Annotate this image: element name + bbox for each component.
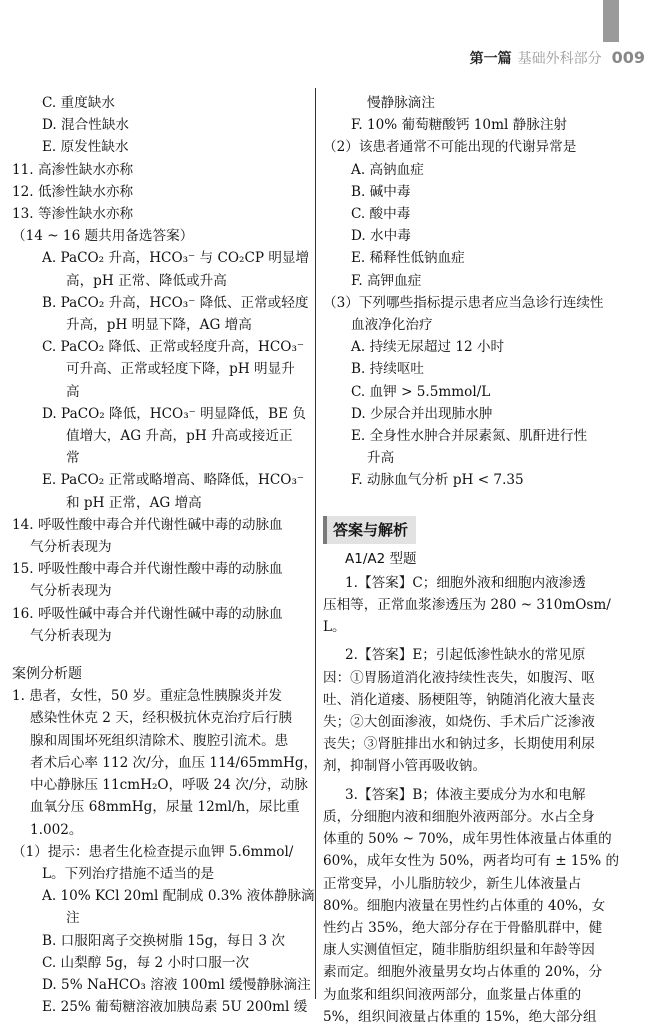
answer-line: 正常变异，小儿脂肪较少，新生儿体液量占 <box>323 875 582 892</box>
text-line: 者术后心率 112 次/分，血压 114/65mmHg， <box>30 754 318 771</box>
answers-list <box>323 572 623 1028</box>
answer-line: 康人实测值恒定，随非脂肪组织量和年龄等因 <box>323 942 595 959</box>
text-line: D. PaCO₂ 降低，HCO₃⁻ 明显降低，BE 负 <box>42 405 306 422</box>
text-line: B. PaCO₂ 升高，HCO₃⁻ 降低、正常或轻度 <box>42 294 309 311</box>
text-line: L。下列治疗措施不适当的是 <box>42 865 215 882</box>
answers-subtitle: A1/A2 型题 <box>345 550 417 567</box>
text-line: A. 高钠血症 <box>351 161 424 178</box>
text-line: （14 ~ 16 题共用备选答案） <box>12 228 194 245</box>
answer-line: 60%，成年女性为 50%，两者均可有 ± 15% 的 <box>323 853 620 870</box>
text-line: （1）提示：患者生化检查提示血钾 5.6mmol/ <box>12 843 294 860</box>
answer-line: 吐、消化道瘘、肠梗阻等，钠随消化液大量丧 <box>323 691 595 708</box>
text-line: 血液净化治疗 <box>351 317 433 334</box>
text-line: C. 重度缺水 <box>42 95 115 111</box>
answer-line: 剂，抑制肾小管再吸收钠。 <box>323 758 487 775</box>
page-tab-marker <box>603 0 619 42</box>
text-line: （2）该患者通常不可能出现的代谢异常是 <box>323 139 577 156</box>
text-line: D. 5% NaHCO₃ 溶液 100ml 缓慢静脉滴注 <box>42 976 311 993</box>
answer-line: 素而定。细胞外液量男女均占体重的 20%，分 <box>323 964 603 981</box>
text-line: 感染性休克 2 天，经积极抗休克治疗后行胰 <box>30 710 292 727</box>
answer-item <box>323 572 623 639</box>
text-line: B. 口服阳离子交换树脂 15g，每日 3 次 <box>42 932 285 949</box>
answer-line: L。 <box>323 619 346 636</box>
text-line: 高，pH 正常、降低或升高 <box>66 272 227 289</box>
section-title: 基础外科部分 <box>517 51 602 67</box>
text-line: D. 水中毒 <box>351 228 411 245</box>
text-line: F. 动脉血气分析 pH < 7.35 <box>351 472 524 489</box>
text-line: A. PaCO₂ 升高，HCO₃⁻ 与 CO₂CP 明显增 <box>42 250 310 267</box>
answer-line: 体重的 50% ~ 70%，成年男性体液量占体重的 <box>323 831 612 848</box>
right-column <box>323 92 623 1034</box>
answer-line: 1.【答案】C；细胞外液和细胞内液渗透 <box>345 574 586 591</box>
answer-line: 80%。细胞内液量在男性约占体重的 40%，女 <box>323 897 606 914</box>
text-line: 慢静脉滴注 <box>367 95 435 111</box>
text-line: 15. 呼吸性酸中毒合并代谢性酸中毒的动脉血 <box>12 561 283 578</box>
text-line: 气分析表现为 <box>30 627 112 644</box>
text-line: （3）下列哪些指标提示患者应当急诊行连续性 <box>323 294 604 311</box>
answer-line: 因：①胃肠道消化液持续性丧失，如腹泻、呕 <box>323 669 595 686</box>
answer-line: 2.【答案】E；引起低渗性缺水的常见原 <box>345 647 586 664</box>
text-line: 升高，pH 明显下降，AG 增高 <box>66 317 252 334</box>
text-line: 13. 等渗性缺水亦称 <box>12 206 134 223</box>
text-line: 高 <box>66 383 80 400</box>
part-title: 第一篇 <box>469 51 512 67</box>
text-line: F. 高钾血症 <box>351 272 422 289</box>
text-line: 11. 高渗性缺水亦称 <box>12 161 134 178</box>
text-line: F. 10% 葡萄糖酸钙 10ml 静脉注射 <box>351 117 568 134</box>
text-line: C. 酸中毒 <box>351 206 411 223</box>
text-line: 16. 呼吸性碱中毒合并代谢性碱中毒的动脉血 <box>12 605 283 622</box>
text-line: 腺和周围坏死组织清除术、腹腔引流术。患 <box>30 732 289 749</box>
text-line: A. 持续无尿超过 12 小时 <box>351 339 505 356</box>
page-number: 009 <box>611 48 645 67</box>
text-line: 和 pH 正常，AG 增高 <box>66 494 202 511</box>
answer-line: 质，分细胞内液和细胞外液两部分。水占全身 <box>323 808 595 825</box>
text-line: B. 持续呕吐 <box>351 361 425 378</box>
text-line: 注 <box>66 910 80 927</box>
text-line: 气分析表现为 <box>30 583 112 600</box>
text-line: 常 <box>66 450 80 467</box>
text-line: 气分析表现为 <box>30 539 112 556</box>
answer-line: 为血浆和组织间液两部分，血浆量占体重的 <box>323 986 582 1003</box>
text-line: C. 血钾 > 5.5mmol/L <box>351 383 491 400</box>
text-line: 1.002。 <box>30 821 83 838</box>
section-title-case-analysis: 案例分析题 <box>12 666 82 683</box>
answer-line: 性约占 35%，绝大部分存在于骨骼肌群中，健 <box>323 919 603 936</box>
answer-line: 5%，组织间液量占体重的 15%，绝大部分组 <box>323 1008 597 1025</box>
text-line: C. 山梨醇 5g，每 2 小时口服一次 <box>42 954 250 971</box>
text-line: 可升高、正常或轻度下降，pH 明显升 <box>66 361 295 378</box>
answer-item <box>323 644 623 777</box>
text-line: 1. 患者，女性，50 岁。重症急性胰腺炎并发 <box>12 688 283 705</box>
running-header <box>470 48 645 68</box>
answer-line: 失；②大创面渗液，如烧伤、手术后广泛渗液 <box>323 714 595 731</box>
text-line: 14. 呼吸性酸中毒合并代谢性碱中毒的动脉血 <box>12 516 283 533</box>
text-line: E. 全身性水肿合并尿素氮、肌酐进行性 <box>351 428 588 445</box>
text-line <box>12 647 310 661</box>
text-line: E. 稀释性低钠血症 <box>351 250 465 267</box>
answer-line: 丧失；③肾脏排出水和钠过多，长期使用利尿 <box>323 736 595 753</box>
answer-line: 3.【答案】B；体液主要成分为水和电解 <box>345 786 586 803</box>
text-line: B. 碱中毒 <box>351 183 411 200</box>
text-line: D. 混合性缺水 <box>42 117 130 134</box>
text-line: E. PaCO₂ 正常或略增高、略降低，HCO₃⁻ <box>42 472 305 489</box>
answers-section-header: 答案与解析 <box>323 516 416 544</box>
text-line: C. PaCO₂ 降低、正常或轻度升高，HCO₃⁻ <box>42 339 305 356</box>
text-line: 血氧分压 68mmHg，尿量 12ml/h，尿比重 <box>30 799 300 816</box>
text-line: A. 10% KCl 20ml 配制成 0.3% 液体静脉滴 <box>42 888 315 905</box>
text-line: 值增大，AG 升高，pH 升高或接近正 <box>66 428 293 445</box>
column-divider <box>315 88 316 999</box>
answer-line: 压相等，正常血浆渗透压为 280 ~ 310mOsm/ <box>323 597 611 614</box>
text-line: 升高 <box>367 450 395 467</box>
left-column <box>12 92 318 1018</box>
text-line: 12. 低渗性缺水亦称 <box>12 183 134 200</box>
text-line: 中心静脉压 11cmH₂O，呼吸 24 次/分，动脉 <box>30 777 308 794</box>
question-continuation <box>323 92 623 492</box>
text-line: E. 原发性缺水 <box>42 139 129 156</box>
answer-item <box>323 784 623 1028</box>
text-line: E. 25% 葡萄糖溶液加胰岛素 5U 200ml 缓 <box>42 999 308 1016</box>
text-line: D. 少尿合并出现肺水肿 <box>351 405 493 422</box>
